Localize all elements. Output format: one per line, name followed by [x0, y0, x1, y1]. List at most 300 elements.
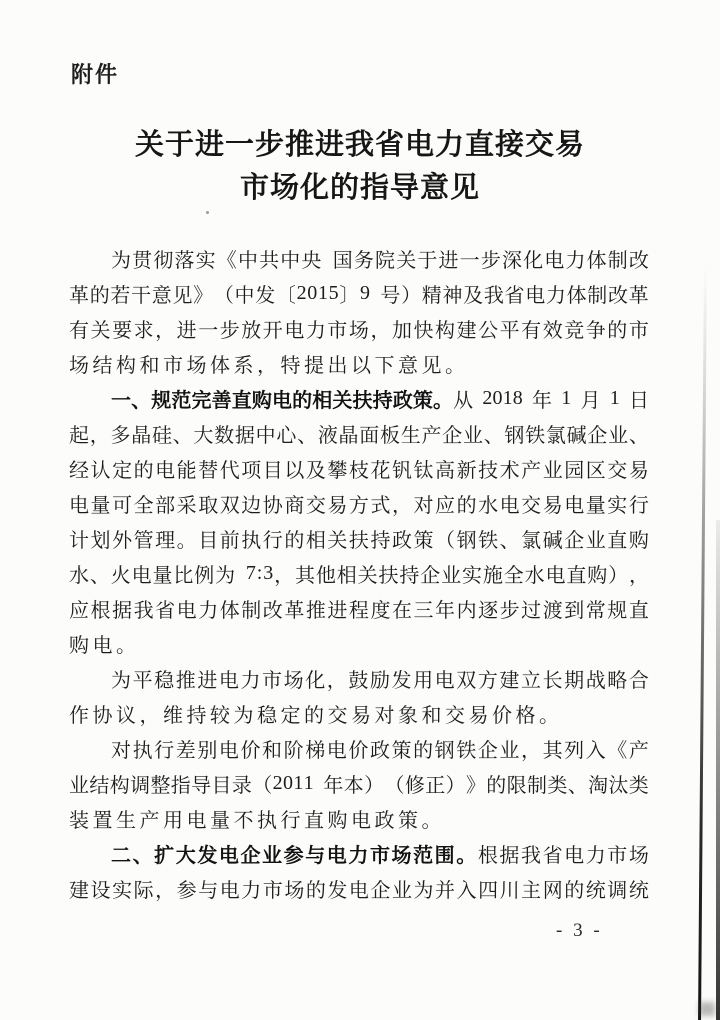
text-line: [69, 591, 649, 626]
character: 关: [396, 250, 417, 272]
character: 体: [210, 355, 230, 377]
character: 渡: [542, 600, 563, 622]
character: 易: [351, 705, 371, 727]
character: 力: [198, 600, 219, 622]
character: 较: [210, 705, 230, 727]
character: 的: [413, 740, 434, 762]
character: 企: [564, 530, 585, 552]
character: 交: [521, 495, 542, 517]
character: 液: [317, 425, 338, 447]
document-title-line2: 市场化的指导意见: [239, 172, 480, 204]
text-line: [69, 381, 649, 416]
character: ）: [445, 775, 466, 797]
character: 3: [263, 562, 274, 584]
character: 〔: [275, 285, 296, 307]
character: 为: [215, 565, 236, 587]
character: 电: [218, 670, 239, 692]
character: 化: [305, 670, 326, 692]
character: ，: [89, 425, 110, 447]
character: 《: [216, 250, 237, 272]
character: 直: [607, 530, 628, 552]
character: 协: [92, 705, 113, 727]
character: ，: [257, 355, 277, 377]
character: 1: [293, 772, 304, 794]
character: 市: [163, 355, 183, 377]
text-line: [69, 486, 649, 521]
character: 其: [542, 740, 563, 762]
character: 业: [608, 425, 629, 447]
character: 碱: [542, 530, 563, 552]
character: 限: [506, 775, 527, 797]
character: 构: [435, 320, 456, 342]
character: 直: [231, 390, 252, 412]
character: 的: [133, 460, 154, 482]
character: 平: [132, 670, 153, 692]
text-line: [69, 311, 649, 346]
character: 制: [607, 250, 628, 272]
character: 争: [585, 320, 606, 342]
character: 制: [526, 775, 547, 797]
character: 进: [327, 600, 348, 622]
character: 度: [370, 600, 391, 622]
character: 主: [521, 880, 542, 902]
character: 国: [332, 250, 353, 272]
character: ）: [401, 285, 422, 307]
character: 入: [456, 880, 477, 902]
character: 平: [499, 320, 520, 342]
character: 技: [478, 460, 499, 482]
character: 1: [303, 772, 314, 794]
character: 园: [564, 460, 585, 482]
character: 的: [305, 880, 326, 902]
character: 电: [272, 390, 292, 412]
scan-smudge: [699, 1002, 715, 1016]
character: ，: [370, 320, 391, 342]
character: 体: [219, 600, 240, 622]
character: 开: [262, 320, 283, 342]
character: 8: [512, 387, 523, 409]
character: 1: [609, 387, 620, 409]
character: 要: [112, 320, 133, 342]
character: 交: [607, 460, 628, 482]
character: 取: [198, 495, 219, 517]
character: 进: [438, 250, 459, 272]
character: 力: [305, 320, 326, 342]
character: 、: [89, 565, 110, 587]
character: 电: [525, 285, 546, 307]
character: 革: [69, 285, 89, 307]
character: 若: [110, 285, 131, 307]
character: 电: [564, 495, 585, 517]
character: 企: [240, 845, 261, 867]
character: 扩: [154, 845, 175, 867]
character: 体: [586, 250, 607, 272]
character: 5: [328, 282, 339, 304]
character: 统: [628, 880, 649, 902]
character: 发: [197, 845, 218, 867]
character: 。: [116, 635, 136, 657]
character: 的: [292, 390, 313, 412]
character: 据: [499, 845, 520, 867]
character: 步: [219, 320, 240, 342]
text-line: [69, 696, 649, 731]
character: 扶: [348, 530, 369, 552]
character: 直: [566, 565, 587, 587]
character: 市: [262, 670, 283, 692]
character: 业: [69, 775, 89, 797]
character: 例: [194, 565, 215, 587]
character: 的: [284, 530, 305, 552]
character: 中: [280, 250, 301, 272]
character: 三: [413, 600, 434, 622]
character: 深: [501, 250, 522, 272]
character: 特: [280, 355, 301, 377]
character: 可: [112, 495, 133, 517]
text-line: [69, 276, 649, 311]
character: 精: [421, 285, 442, 307]
character: 部: [155, 495, 176, 517]
character: 政: [391, 530, 412, 552]
character: 业: [542, 460, 563, 482]
character: 产: [421, 425, 442, 447]
text-line: [69, 661, 649, 696]
character: 根: [477, 845, 498, 867]
character: 场: [391, 845, 412, 867]
character: 电: [218, 845, 239, 867]
character: 和: [421, 705, 442, 727]
character: 为: [111, 670, 131, 692]
character: 场: [69, 355, 89, 377]
character: 务: [353, 250, 374, 272]
character: 外: [112, 530, 133, 552]
character: 。: [539, 705, 559, 727]
character: 和: [139, 355, 160, 377]
character: 实: [607, 495, 628, 517]
character: 量: [152, 565, 173, 587]
character: 对: [413, 495, 434, 517]
character: 统: [585, 880, 606, 902]
character: 构: [116, 355, 136, 377]
character: 见: [172, 285, 193, 307]
character: 电: [219, 880, 240, 902]
character: 业: [462, 425, 483, 447]
character: 水: [478, 495, 499, 517]
character: 电: [564, 845, 585, 867]
character: 扶: [352, 390, 373, 412]
character: 业: [585, 530, 606, 552]
character: 区: [585, 460, 606, 482]
character: 交: [445, 705, 465, 727]
character: 交: [305, 495, 326, 517]
character: 晶: [338, 425, 359, 447]
character: 生: [400, 425, 421, 447]
character: 铁: [478, 530, 499, 552]
character: 相: [305, 530, 326, 552]
character: 、: [628, 425, 649, 447]
character: 持: [372, 390, 393, 412]
character: 电: [434, 670, 455, 692]
character: 省: [504, 285, 525, 307]
character: 梯: [305, 740, 326, 762]
character: 易: [542, 495, 563, 517]
character: 量: [210, 810, 230, 832]
character: 提: [304, 355, 324, 377]
character: 略: [607, 670, 628, 692]
character: 一: [111, 390, 131, 412]
character: 与: [198, 880, 219, 902]
character: 四: [478, 880, 499, 902]
character: 产: [139, 810, 160, 832]
character: 快: [413, 320, 434, 342]
character: 公: [478, 320, 499, 342]
character: 发: [391, 670, 412, 692]
character: 氯: [521, 530, 542, 552]
character: 进: [176, 320, 197, 342]
scan-speckle: [206, 211, 209, 214]
character: 电: [186, 810, 207, 832]
character: 指: [170, 775, 191, 797]
character: 我: [133, 600, 154, 622]
character: 对: [111, 740, 131, 762]
character: 比: [173, 565, 194, 587]
character: 体: [566, 285, 587, 307]
character: 革: [284, 600, 305, 622]
character: 励: [369, 670, 390, 692]
text-line: [69, 731, 649, 766]
character: 定: [112, 460, 133, 482]
character: 构: [109, 775, 130, 797]
character: 数: [214, 425, 235, 447]
character: 阶: [283, 740, 304, 762]
character: ，: [520, 740, 541, 762]
text-line: [69, 766, 649, 801]
character: 象: [398, 705, 418, 727]
character: 定: [280, 705, 301, 727]
character: 年: [435, 600, 456, 622]
character: 建: [69, 880, 89, 902]
character: 他: [315, 565, 336, 587]
character: 场: [284, 880, 305, 902]
character: 施: [482, 565, 503, 587]
character: 、: [131, 390, 152, 412]
character: 关: [327, 530, 348, 552]
character: 持: [399, 565, 420, 587]
character: 改: [628, 250, 649, 272]
character: 板: [380, 425, 401, 447]
character: 、: [172, 425, 193, 447]
character: 1: [561, 387, 572, 409]
character: 铁: [525, 425, 546, 447]
character: 调: [130, 775, 151, 797]
character: 范: [171, 390, 192, 412]
character: 购: [628, 530, 649, 552]
character: 建: [456, 320, 477, 342]
character: 关: [357, 565, 378, 587]
character: 氯: [545, 425, 566, 447]
character: 据: [234, 425, 255, 447]
character: 。: [176, 530, 197, 552]
character: 市: [369, 845, 390, 867]
character: 方: [477, 670, 498, 692]
character: 放: [241, 320, 262, 342]
character: 我: [483, 285, 504, 307]
character: 双: [219, 495, 240, 517]
character: 稳: [154, 670, 175, 692]
character: 术: [499, 460, 520, 482]
character: 、: [483, 425, 504, 447]
character: 改: [262, 600, 283, 622]
character: 鼓: [348, 670, 369, 692]
character: 钢: [456, 530, 477, 552]
character: 步: [499, 600, 520, 622]
character: 革: [628, 285, 649, 307]
character: 号: [380, 285, 401, 307]
character: 1: [317, 282, 328, 304]
character: 0: [282, 772, 293, 794]
character: 完: [191, 390, 212, 412]
character: 议: [116, 705, 136, 727]
character: 的: [607, 320, 628, 342]
character: 策: [398, 810, 418, 832]
character: （: [384, 775, 405, 797]
character: 逐: [478, 600, 499, 622]
character: 钛: [413, 460, 434, 482]
character: 整: [150, 775, 171, 797]
character: 企: [420, 565, 441, 587]
character: 月: [580, 390, 601, 412]
character: 边: [241, 495, 262, 517]
character: 企: [370, 880, 391, 902]
character: 规: [151, 390, 172, 412]
character: 与: [305, 845, 326, 867]
text-line: [69, 626, 649, 661]
character: 价: [240, 740, 261, 762]
character: 省: [155, 600, 176, 622]
character: 电: [545, 565, 566, 587]
character: 有: [521, 320, 542, 342]
character: 类: [628, 775, 649, 797]
character: 结: [89, 775, 110, 797]
character: 电: [284, 320, 305, 342]
character: 0: [492, 387, 503, 409]
character: 的: [89, 285, 110, 307]
text-line: [69, 871, 649, 906]
character: 的: [304, 705, 324, 727]
character: 划: [90, 530, 111, 552]
scan-edge-line: [698, 266, 707, 1020]
character: 合: [628, 670, 649, 692]
character: ）: [364, 775, 385, 797]
character: 火: [110, 565, 131, 587]
character: 新: [456, 460, 477, 482]
character: ，: [155, 880, 176, 902]
character: 全: [503, 565, 524, 587]
character: 汰: [608, 775, 629, 797]
character: 央: [301, 250, 322, 272]
character: 产: [628, 740, 649, 762]
document-title: [68, 124, 652, 210]
character: 扶: [378, 565, 399, 587]
character: 实: [195, 250, 216, 272]
character: 一: [459, 250, 480, 272]
character: 年: [532, 390, 552, 412]
character: 购: [69, 635, 89, 657]
character: 购: [251, 390, 272, 412]
character: 和: [262, 740, 283, 762]
character: 双: [456, 670, 477, 692]
character: 电: [92, 635, 113, 657]
character: 高: [435, 460, 456, 482]
document-body: [69, 241, 649, 906]
character: 能: [176, 460, 197, 482]
character: :: [256, 562, 263, 584]
character: 目: [198, 530, 219, 552]
character: 替: [198, 460, 219, 482]
character: 购: [327, 810, 348, 832]
character: 、: [132, 845, 153, 867]
character: 1: [502, 387, 513, 409]
character: 落: [174, 250, 195, 272]
character: 大: [175, 845, 196, 867]
character: 川: [499, 880, 520, 902]
character: 求: [133, 320, 154, 342]
character: 长: [542, 670, 563, 692]
character: 钢: [434, 740, 455, 762]
character: 从: [453, 390, 474, 412]
character: 程: [348, 600, 369, 622]
character: 见: [421, 355, 442, 377]
character: 市: [607, 845, 628, 867]
character: 力: [240, 670, 261, 692]
character: 置: [92, 810, 113, 832]
character: 直: [304, 810, 324, 832]
character: 神: [442, 285, 463, 307]
character: 9: [360, 282, 370, 304]
character: 、: [499, 530, 520, 552]
character: 电: [351, 810, 371, 832]
character: 业: [441, 565, 462, 587]
character: 中: [234, 285, 255, 307]
character: 策: [391, 740, 412, 762]
character: 在: [391, 600, 412, 622]
character: 实: [112, 880, 133, 902]
character: ，: [139, 705, 160, 727]
character: 参: [176, 880, 197, 902]
character: 市: [327, 320, 348, 342]
character: 行: [280, 810, 301, 832]
character: 枝: [348, 460, 369, 482]
character: 管: [133, 530, 154, 552]
character: 到: [564, 600, 585, 622]
character: 发: [327, 880, 348, 902]
character: 为: [413, 880, 434, 902]
character: ，: [155, 320, 176, 342]
character: 及: [463, 285, 484, 307]
character: （: [252, 775, 273, 797]
character: 碱: [566, 425, 587, 447]
character: 价: [348, 740, 369, 762]
character: 系: [233, 355, 254, 377]
character: 用: [163, 810, 183, 832]
character: 院: [375, 250, 396, 272]
character: 录: [231, 775, 252, 797]
character: 电: [326, 845, 347, 867]
character: 式: [370, 495, 391, 517]
character: ，: [391, 495, 412, 517]
character: 生: [116, 810, 136, 832]
character: 淘: [588, 775, 609, 797]
character: 内: [456, 600, 477, 622]
